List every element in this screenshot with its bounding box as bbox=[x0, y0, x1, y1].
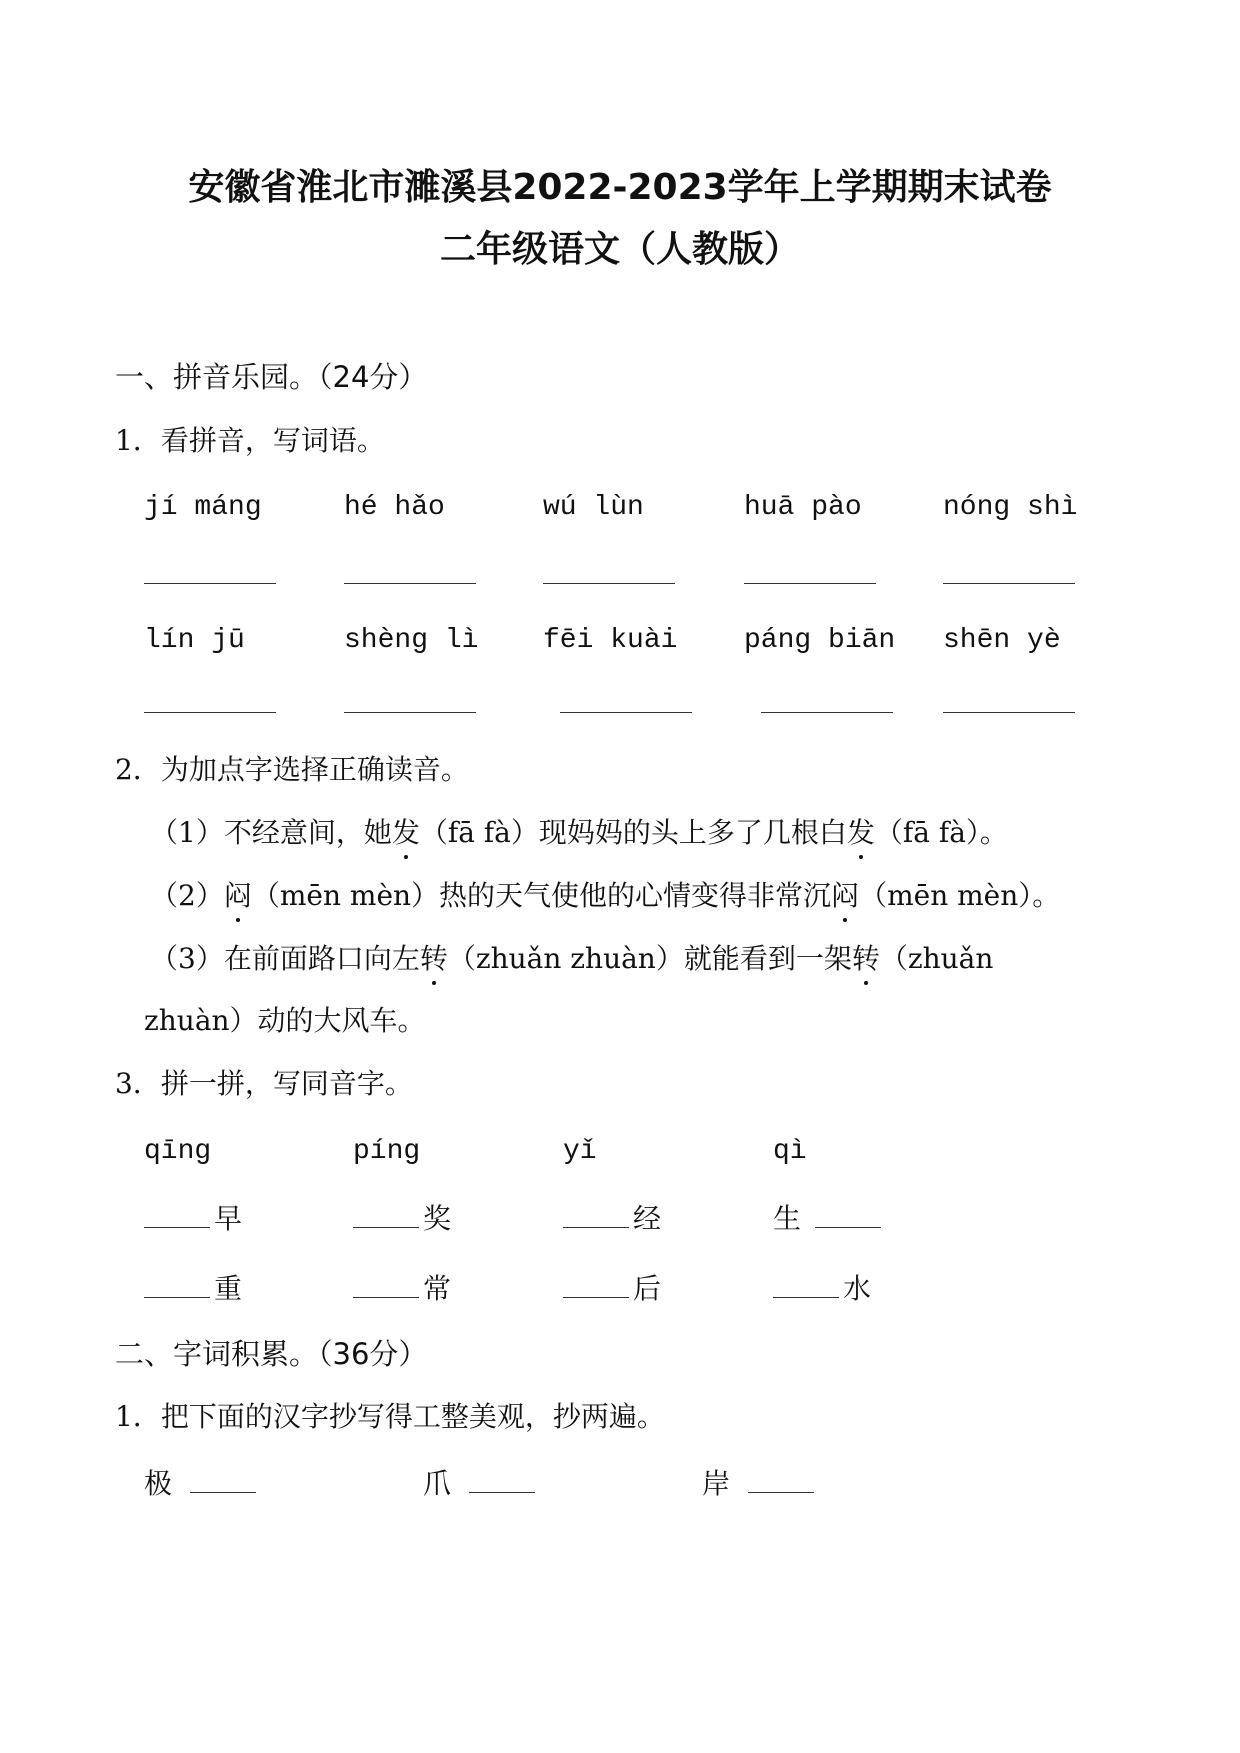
answer-blank[interactable] bbox=[815, 1205, 881, 1228]
blank-cell bbox=[563, 1272, 662, 1305]
blank-cell bbox=[353, 1272, 452, 1305]
pinyin-word: shèng lì bbox=[344, 625, 479, 656]
answer-line[interactable] bbox=[943, 712, 1075, 713]
answer-blank[interactable] bbox=[748, 1470, 814, 1493]
text: （1）不经意间，她 bbox=[150, 816, 392, 849]
text: （fā fà）。 bbox=[874, 816, 1008, 849]
pinyin-syllable: yǐ bbox=[563, 1136, 597, 1167]
blank-cell bbox=[144, 1202, 243, 1235]
answer-blank[interactable] bbox=[773, 1275, 839, 1298]
pinyin-word: hé hǎo bbox=[344, 492, 445, 523]
copy-cell bbox=[423, 1467, 539, 1500]
dotted-char: 闷 bbox=[223, 879, 252, 912]
exam-subtitle: 二年级语文（人教版） bbox=[439, 229, 800, 270]
pinyin-word: fēi kuài bbox=[543, 625, 678, 656]
blank-cell bbox=[773, 1202, 885, 1235]
char: 早 bbox=[214, 1202, 243, 1235]
text: （mēn mèn）。 bbox=[859, 879, 1061, 912]
answer-blank[interactable] bbox=[144, 1275, 210, 1298]
pinyin-syllable: píng bbox=[353, 1136, 421, 1167]
pinyin-word: huā pào bbox=[744, 492, 862, 523]
text: （fā fà）现妈妈的头上多了几根白 bbox=[419, 816, 847, 849]
pinyin-syllable: qīng bbox=[144, 1136, 212, 1167]
text: （2） bbox=[150, 879, 224, 912]
pinyin-syllable: qì bbox=[773, 1136, 807, 1167]
text: （zhuǎn zhuàn）就能看到一架 bbox=[447, 942, 852, 975]
pinyin-word: wú lùn bbox=[543, 492, 644, 523]
pinyin-word: nóng shì bbox=[943, 492, 1078, 523]
blank-cell bbox=[773, 1272, 872, 1305]
char: 水 bbox=[843, 1272, 872, 1305]
char: 重 bbox=[214, 1272, 243, 1305]
answer-line[interactable] bbox=[560, 712, 692, 713]
question-1-prompt: 1．看拼音，写词语。 bbox=[115, 424, 385, 457]
answer-line[interactable] bbox=[344, 583, 476, 584]
question-2-prompt: 2．为加点字选择正确读音。 bbox=[115, 753, 469, 786]
answer-line[interactable] bbox=[543, 583, 675, 584]
sentence-3 bbox=[150, 942, 994, 975]
dotted-char: 闷 bbox=[831, 879, 860, 912]
answer-blank[interactable] bbox=[190, 1470, 256, 1493]
dotted-char: 发 bbox=[391, 816, 420, 849]
blank-cell bbox=[353, 1202, 452, 1235]
answer-blank[interactable] bbox=[353, 1205, 419, 1228]
answer-line[interactable] bbox=[761, 712, 893, 713]
section-2-heading: 二、字词积累。（36分） bbox=[115, 1337, 428, 1371]
text: （mēn mèn）热的天气使他的心情变得非常沉 bbox=[251, 879, 832, 912]
char: 常 bbox=[423, 1272, 452, 1305]
dotted-char: 转 bbox=[419, 942, 448, 975]
sentence-3-continued: zhuàn）动的大风车。 bbox=[144, 1004, 426, 1037]
char: 极 bbox=[144, 1467, 173, 1500]
answer-blank[interactable] bbox=[563, 1205, 629, 1228]
exam-title: 安徽省淮北市濉溪县2022-2023学年上学期期末试卷 bbox=[188, 167, 1052, 208]
sentence-1 bbox=[150, 816, 1008, 849]
answer-blank[interactable] bbox=[563, 1275, 629, 1298]
char: 生 bbox=[773, 1202, 802, 1235]
copy-cell bbox=[702, 1467, 818, 1500]
answer-blank[interactable] bbox=[353, 1275, 419, 1298]
copy-question-prompt: 1．把下面的汉字抄写得工整美观，抄两遍。 bbox=[115, 1400, 665, 1433]
answer-blank[interactable] bbox=[469, 1470, 535, 1493]
copy-cell bbox=[144, 1467, 260, 1500]
pinyin-word: jí máng bbox=[144, 492, 262, 523]
answer-line[interactable] bbox=[344, 712, 476, 713]
section-1-heading: 一、拼音乐园。（24分） bbox=[115, 360, 428, 394]
char: 后 bbox=[633, 1272, 662, 1305]
answer-line[interactable] bbox=[144, 712, 276, 713]
dotted-char: 转 bbox=[851, 942, 880, 975]
sentence-2 bbox=[150, 879, 1061, 912]
pinyin-word: páng biān bbox=[744, 625, 896, 656]
blank-cell bbox=[144, 1272, 243, 1305]
dotted-char: 发 bbox=[846, 816, 875, 849]
answer-line[interactable] bbox=[744, 583, 876, 584]
text: （zhuǎn bbox=[879, 942, 994, 975]
pinyin-word: shēn yè bbox=[943, 625, 1061, 656]
blank-cell bbox=[563, 1202, 662, 1235]
question-3-prompt: 3．拼一拼，写同音字。 bbox=[115, 1067, 413, 1100]
pinyin-word: lín jū bbox=[144, 625, 245, 656]
answer-blank[interactable] bbox=[144, 1205, 210, 1228]
char: 爪 bbox=[423, 1467, 452, 1500]
text: （3）在前面路口向左 bbox=[150, 942, 420, 975]
answer-line[interactable] bbox=[943, 583, 1075, 584]
char: 岸 bbox=[702, 1467, 731, 1500]
char: 奖 bbox=[423, 1202, 452, 1235]
char: 经 bbox=[633, 1202, 662, 1235]
answer-line[interactable] bbox=[144, 583, 276, 584]
